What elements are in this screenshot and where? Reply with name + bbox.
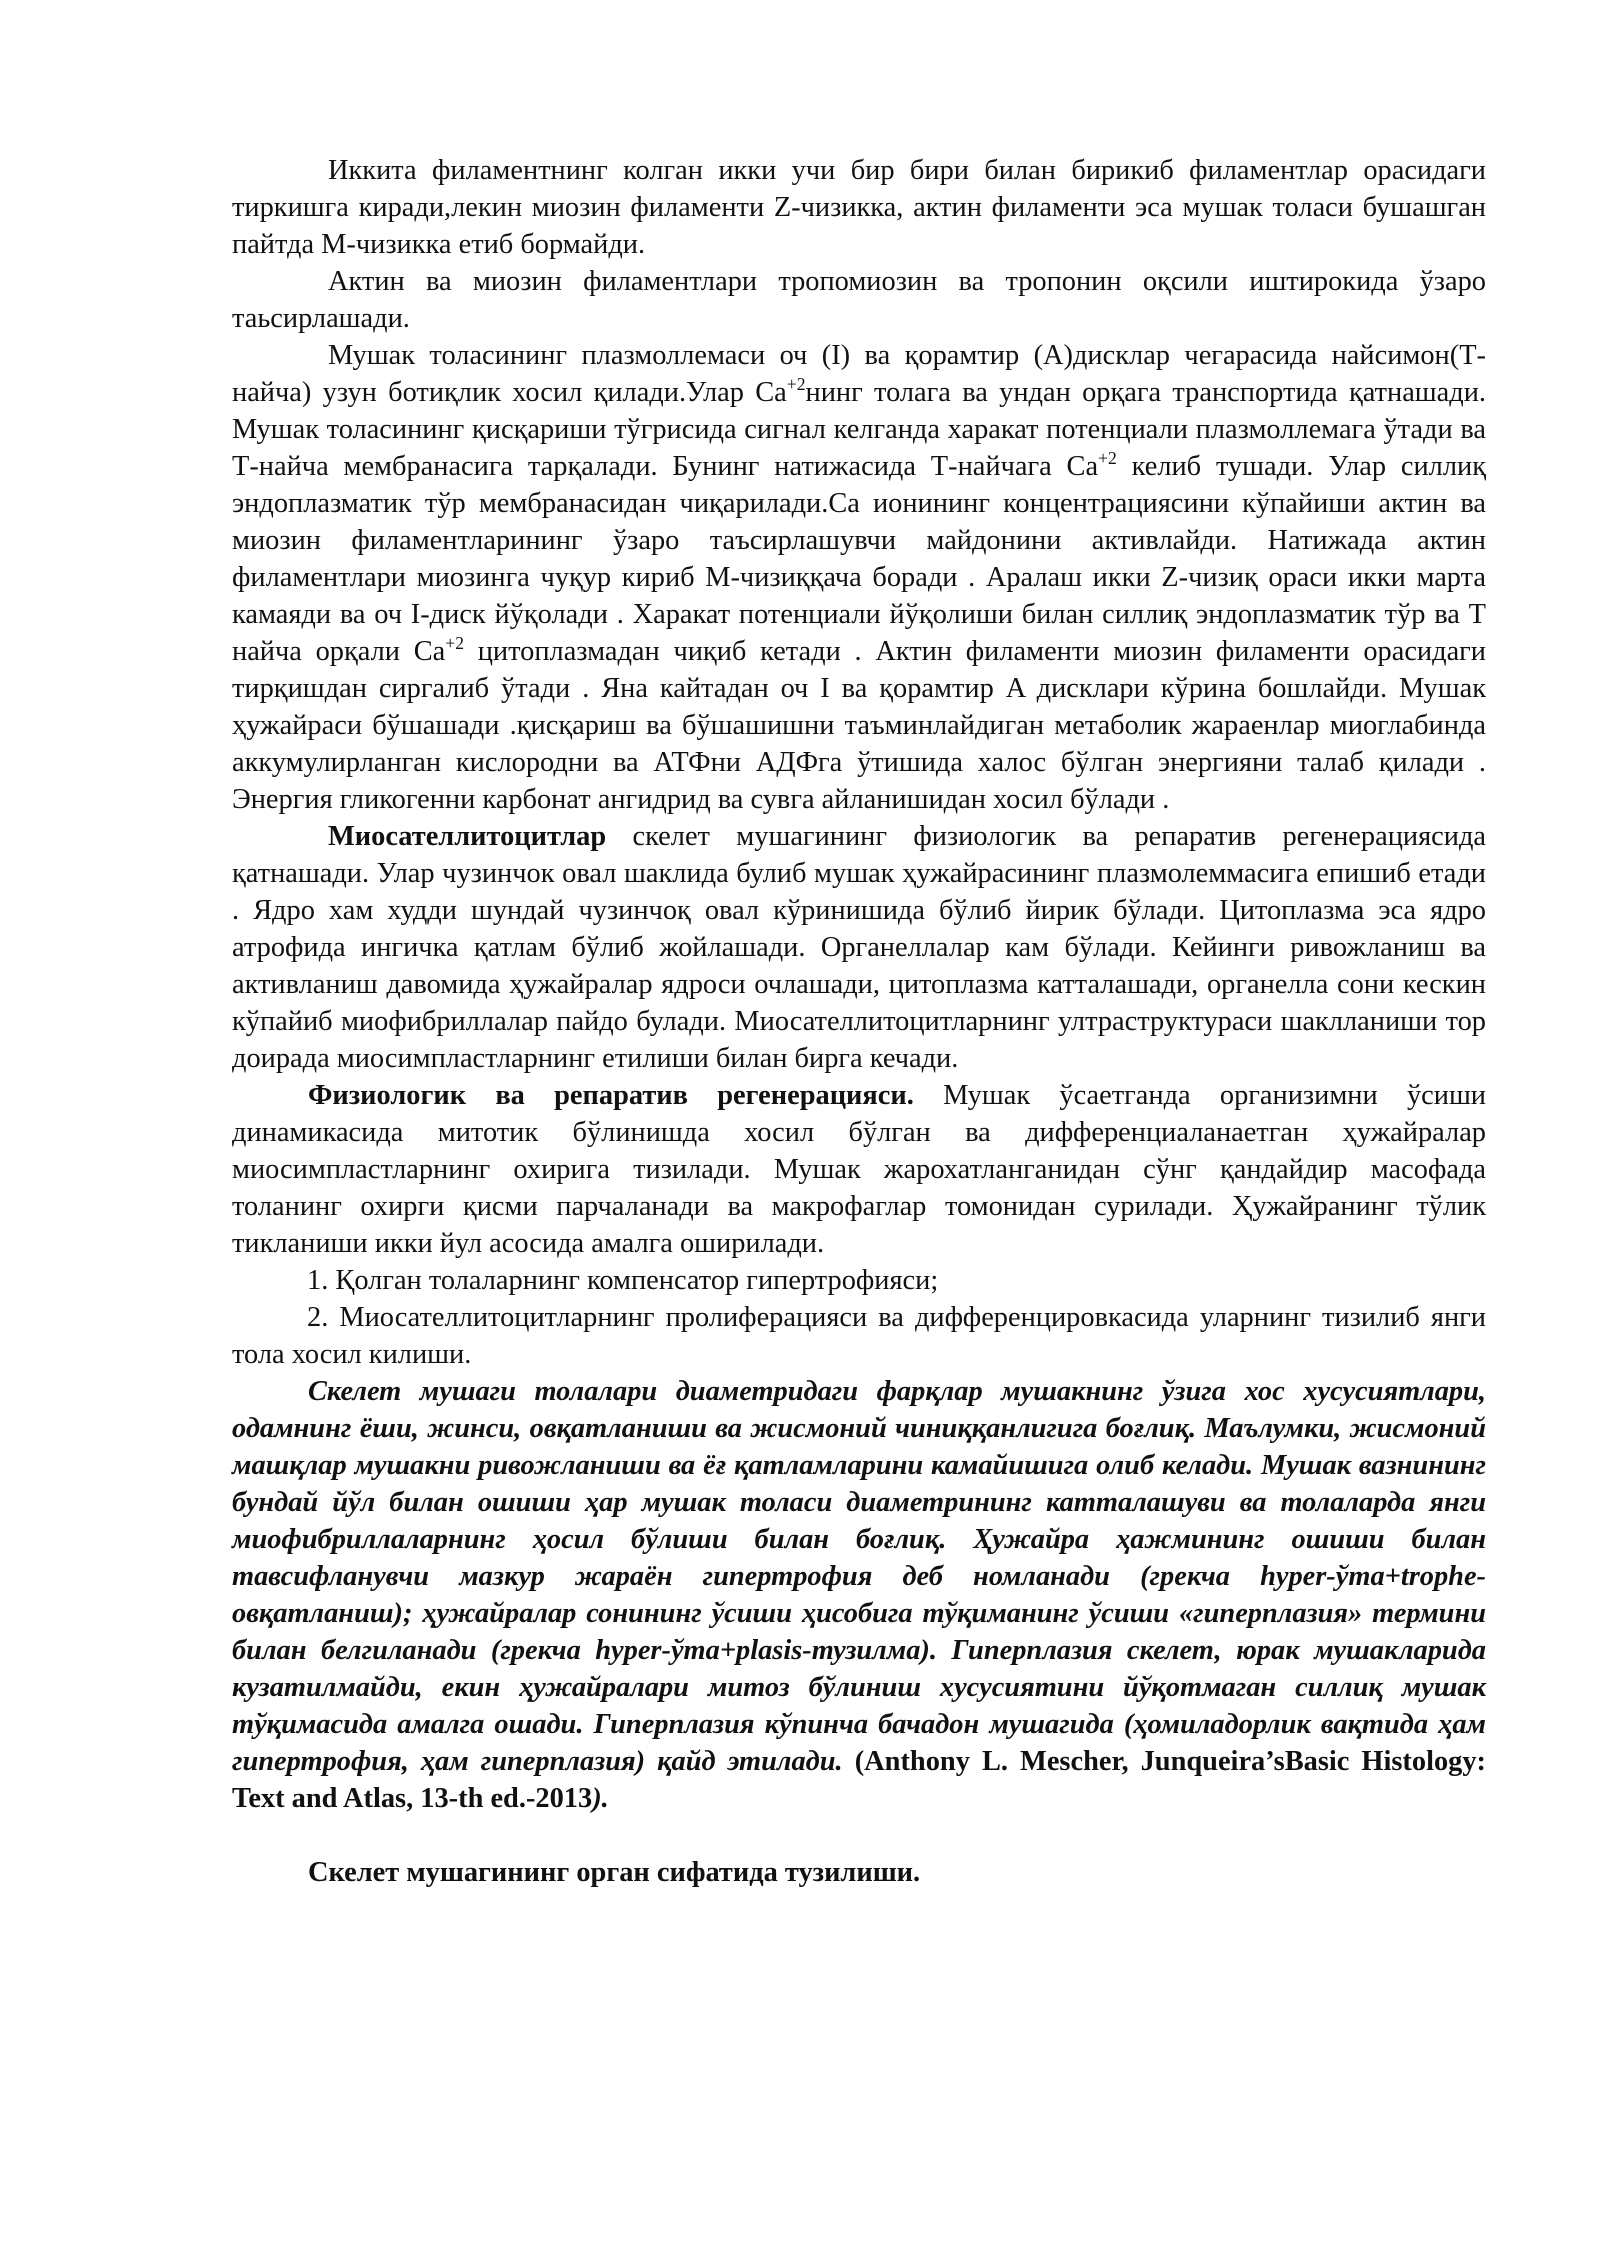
- paragraph-myosatellite: [232, 818, 1486, 1077]
- superscript-charge: +2: [786, 374, 806, 395]
- text-run: цитоплазмадан чиқиб кетади . Актин филаменти миозин филаменти орасидаги тирқишдан сиргалиб ўтади . Яна кайтадан оч I ва қорамтир A дисклари кўрина бошлайди. Мушак ҳужайраси бўшашади .қисқариш ва бўшашишни таъминлайдиган метаболик жараенлар миоглабинда аккумулирланган кислородни ва АТФни АДФга ўтишида халос бўлган энергияни талаб қилади . Энергия гликогенни карбонат ангидрид ва сувга айланишидан хосил бўлади .: [232, 636, 1487, 815]
- paragraph-t-tubule: [232, 337, 1486, 818]
- text-run-bold-italic: Скелет мушаги толалари диаметридаги фарқлар мушакнинг ўзига хос хусусиятлари, одамнинг ёши, жинси, овқатланиши ва жисмоний чиниққанлигига боғлиқ. Маълумки, жисмоний машқлар мушакни ривожланиши ва ёғ қатламларини камайишига олиб келади. Мушак вазнининг бундай йўл билан ошиши ҳар мушак толаси диаметрининг катталашуви ва толаларда янги миофибриллаларнинг ҳосил бўлиши билан боғлиқ. Ҳужайра ҳажмининг ошиши билан тавсифланувчи мазкур жараён гипертрофия деб номланади (грекча hyper-ўта+trophe-овқатланиш); ҳужайралар сонининг ўсиши ҳисобига тўқиманинг ўсиши «гиперплазия» термини билан белгиланади (грекча hyper-ўта+plasis-тузилма). Гиперплазия скелет, юрак мушакларида кузатилмайди, екин ҳужайралари митоз бўлиниш хусусиятини йўқотмаган силлиқ мушак тўқимасида амалга ошади. Гиперплазия кўпинча бачадон мушагида (ҳомиладорлик вақтида ҳам гипертрофия, ҳам гиперплазия) қайд этилади.: [232, 1376, 1486, 1777]
- section-heading: Скелет мушагининг орган сифатида тузилиши.: [308, 1857, 921, 1888]
- superscript-charge: +2: [445, 633, 464, 654]
- paragraph-hypertrophy: [232, 1373, 1486, 1817]
- paragraph-filament-ends: Иккита филаментнинг колган икки учи бир бири билан бирикиб филаментлар орасидаги тиркишга киради,лекин миозин филаменти Z-чизикка, актин филаменти эса мушак толаси бушашган пайтда М-чизикка етиб бормайди.: [232, 155, 1486, 260]
- paragraph-regeneration: [232, 1077, 1486, 1262]
- text-run: скелет мушагининг физиологик ва репаратив регенерациясида қатнашади. Улар чузинчок овал шаклида булиб мушак ҳужайрасининг плазмолеммасига епишиб етади . Ядро хам худди шундай чузинчоқ овал кўринишида бўлиб йирик бўлади. Цитоплазма эса ядро атрофида ингичка қатлам бўлиб жойлашади. Органеллалар кам бўлади. Кейинги ривожланиш ва активланиш давомида ҳужайралар ядроси очлашади, цитоплазма катталашади, органелла сони кескин кўпайиб миофибриллалар пайдо булади. Миосателлитоцитларнинг ултраструктураси шаклланиши тор доирада миосимпластларнинг етилиши билан бирга кечади.: [232, 821, 1486, 1074]
- list-item-1: 1. Қолган толаларнинг компенсатор гипертрофияси;: [307, 1265, 939, 1296]
- document-page: [232, 152, 1486, 1891]
- citation: (Anthony L. Mescher, Junqueira’sBasic Histology: Text and Atlas, 13-th ed.-2013: [232, 1746, 1487, 1814]
- term-myosatellite: Миосателлитоцитлар: [328, 821, 607, 852]
- superscript-charge: +2: [1098, 448, 1117, 469]
- text-run: Мушак ўсаетганда организимни ўсиши динамикасида митотик бўлинишда хосил бўлган ва дифференциаланаетган ҳужайралар миосимпластларнинг охирига тизилади. Мушак жарохатланганидан сўнг қандайдир масофада толанинг охирги қисми парчаланади ва макрофаглар томонидан сурилади. Ҳужайранинг тўлик тикланиши икки йул асосида амалга оширилади.: [232, 1080, 1487, 1259]
- blank-line: [232, 1817, 1486, 1854]
- citation-close: ).: [592, 1783, 609, 1814]
- text-run: Мушак толасининг плазмоллемаси оч (I) ва қорамтир (A)дисклар чегарасида найсимон(Т-найча) узун ботиқлик хосил қилади.Улар Ca: [232, 340, 1486, 408]
- paragraph-actin-myosin: Актин ва миозин филаментлари тропомиозин ва тропонин оқсили иштирокида ўзаро таьсирлашади.: [232, 266, 1486, 334]
- term-regeneration: Физиологик ва репаратив регенерацияси.: [308, 1080, 914, 1111]
- text-run: нинг толага ва ундан орқага транспортида қатнашади. Мушак толасининг қисқариши тўгрисида сигнал келганда харакат потенциали плазмоллемага ўтади ва Т-найча мембранасига тарқалади. Бунинг натижасида Т-найчага Ca: [232, 377, 1486, 482]
- list-item-2: 2. Миосателлитоцитларнинг пролиферацияси ва дифференцировкасида уларнинг тизилиб янги тола хосил килиши.: [232, 1302, 1486, 1370]
- text-run: келиб тушади. Улар силлиқ эндоплазматик тўр мембранасидан чиқарилади.Ca ионининг концентрациясини кўпайиши актин ва миозин филаментларининг ўзаро таъсирлашувчи майдонини активлайди. Натижада актин филаментлари миозинга чуқур кириб М-чизиққача боради . Аралаш икки Z-чизиқ ораси икки марта камаяди ва оч I-диск йўқолади . Харакат потенциали йўқолиши билан силлиқ эндоплазматик тўр ва Т найча орқали Ca: [232, 451, 1486, 667]
